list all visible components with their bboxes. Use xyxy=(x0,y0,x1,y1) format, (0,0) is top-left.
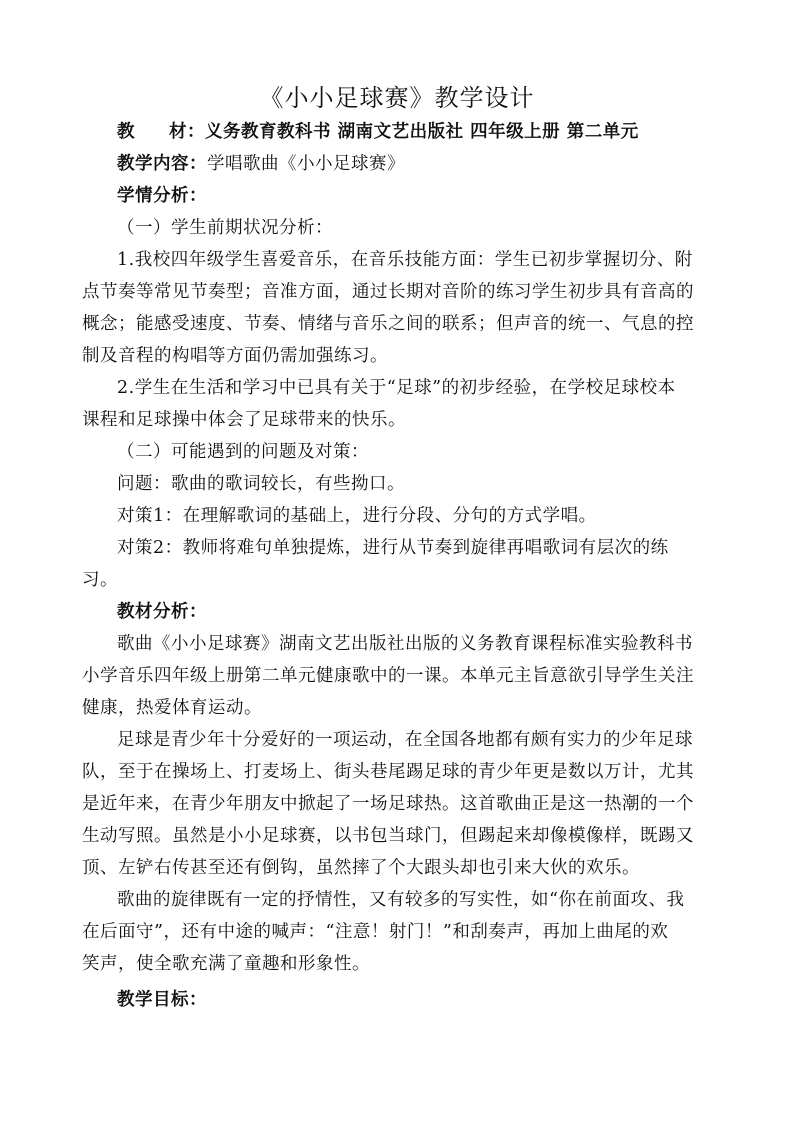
material-analysis-heading: 教材分析： xyxy=(117,602,207,622)
material-label-2: 材： xyxy=(169,122,205,142)
content-value: 学唱歌曲《小小足球赛》 xyxy=(207,154,405,174)
paragraph-line: 是近年来，在青少年朋友中掀起了一场足球热。这首歌曲正是这一热潮的一个 xyxy=(82,794,694,814)
paragraph-line: 点节奏等常见节奏型；音准方面，通过长期对音阶的练习学生初步具有音高的 xyxy=(82,282,694,302)
paragraph-line: 概念；能感受速度、节奏、情绪与音乐之间的联系；但声音的统一、气息的控 xyxy=(82,314,694,334)
paragraph-line: 歌曲《小小足球赛》湖南文艺出版社出版的义务教育课程标准实验教科书 xyxy=(117,634,693,654)
part2-heading: （二）可能遇到的问题及对策： xyxy=(117,442,369,462)
material-label-1: 教 xyxy=(117,122,135,142)
paragraph-line: 歌曲的旋律既有一定的抒情性，又有较多的写实性，如“你在前面攻、我 xyxy=(117,890,685,910)
material-line xyxy=(117,118,639,143)
paragraph-line: 2.学生在生活和学习中已具有关于“足球”的初步经验，在学校足球校本 xyxy=(117,378,676,398)
strategy1-line: 对策1：在理解歌词的基础上，进行分段、分句的方式学唱。 xyxy=(117,506,597,526)
paragraph-line: 健康，热爱体育运动。 xyxy=(82,698,262,718)
content-line xyxy=(117,150,405,175)
paragraph-line: 足球是青少年十分爱好的一项运动，在全国各地都有颇有实力的少年足球 xyxy=(117,730,693,750)
part1-heading: （一）学生前期状况分析： xyxy=(117,218,333,238)
analysis-heading: 学情分析： xyxy=(117,186,207,206)
paragraph-line: 队，至于在操场上、打麦场上、街头巷尾踢足球的青少年更是数以万计，尤其 xyxy=(82,762,694,782)
paragraph-line: 笑声，使全歌充满了童趣和形象性。 xyxy=(82,954,370,974)
paragraph-line: 1.我校四年级学生喜爱音乐，在音乐技能方面：学生已初步掌握切分、附 xyxy=(117,250,693,270)
paragraph-line: 在后面守”，还有中途的喊声：“注意！射门！”和刮奏声，再加上曲尾的欢 xyxy=(82,922,669,942)
strategy2-line: 习。 xyxy=(82,570,118,590)
paragraph-line: 顶、左铲右传甚至还有倒钩，虽然摔了个大跟头却也引来大伙的欢乐。 xyxy=(82,858,640,878)
material-value: 义务教育教科书 湖南文艺出版社 四年级上册 第二单元 xyxy=(205,122,639,142)
page-title: 《小小足球赛》教学设计 xyxy=(259,84,535,112)
content-label: 教学内容： xyxy=(117,154,207,174)
strategy2-line: 对策2：教师将难句单独提炼，进行从节奏到旋律再唱歌词有层次的练 xyxy=(117,538,669,558)
paragraph-line: 生动写照。虽然是小小足球赛，以书包当球门，但踢起来却像模像样，既踢又 xyxy=(82,826,694,846)
paragraph-line: 制及音程的构唱等方面仍需加强练习。 xyxy=(82,346,388,366)
paragraph-line: 小学音乐四年级上册第二单元健康歌中的一课。本单元主旨意欲引导学生关注 xyxy=(82,666,694,686)
problem-line: 问题：歌曲的歌词较长，有些拗口。 xyxy=(117,474,405,494)
paragraph-line: 课程和足球操中体会了足球带来的快乐。 xyxy=(82,410,406,430)
goals-heading: 教学目标： xyxy=(117,990,207,1010)
